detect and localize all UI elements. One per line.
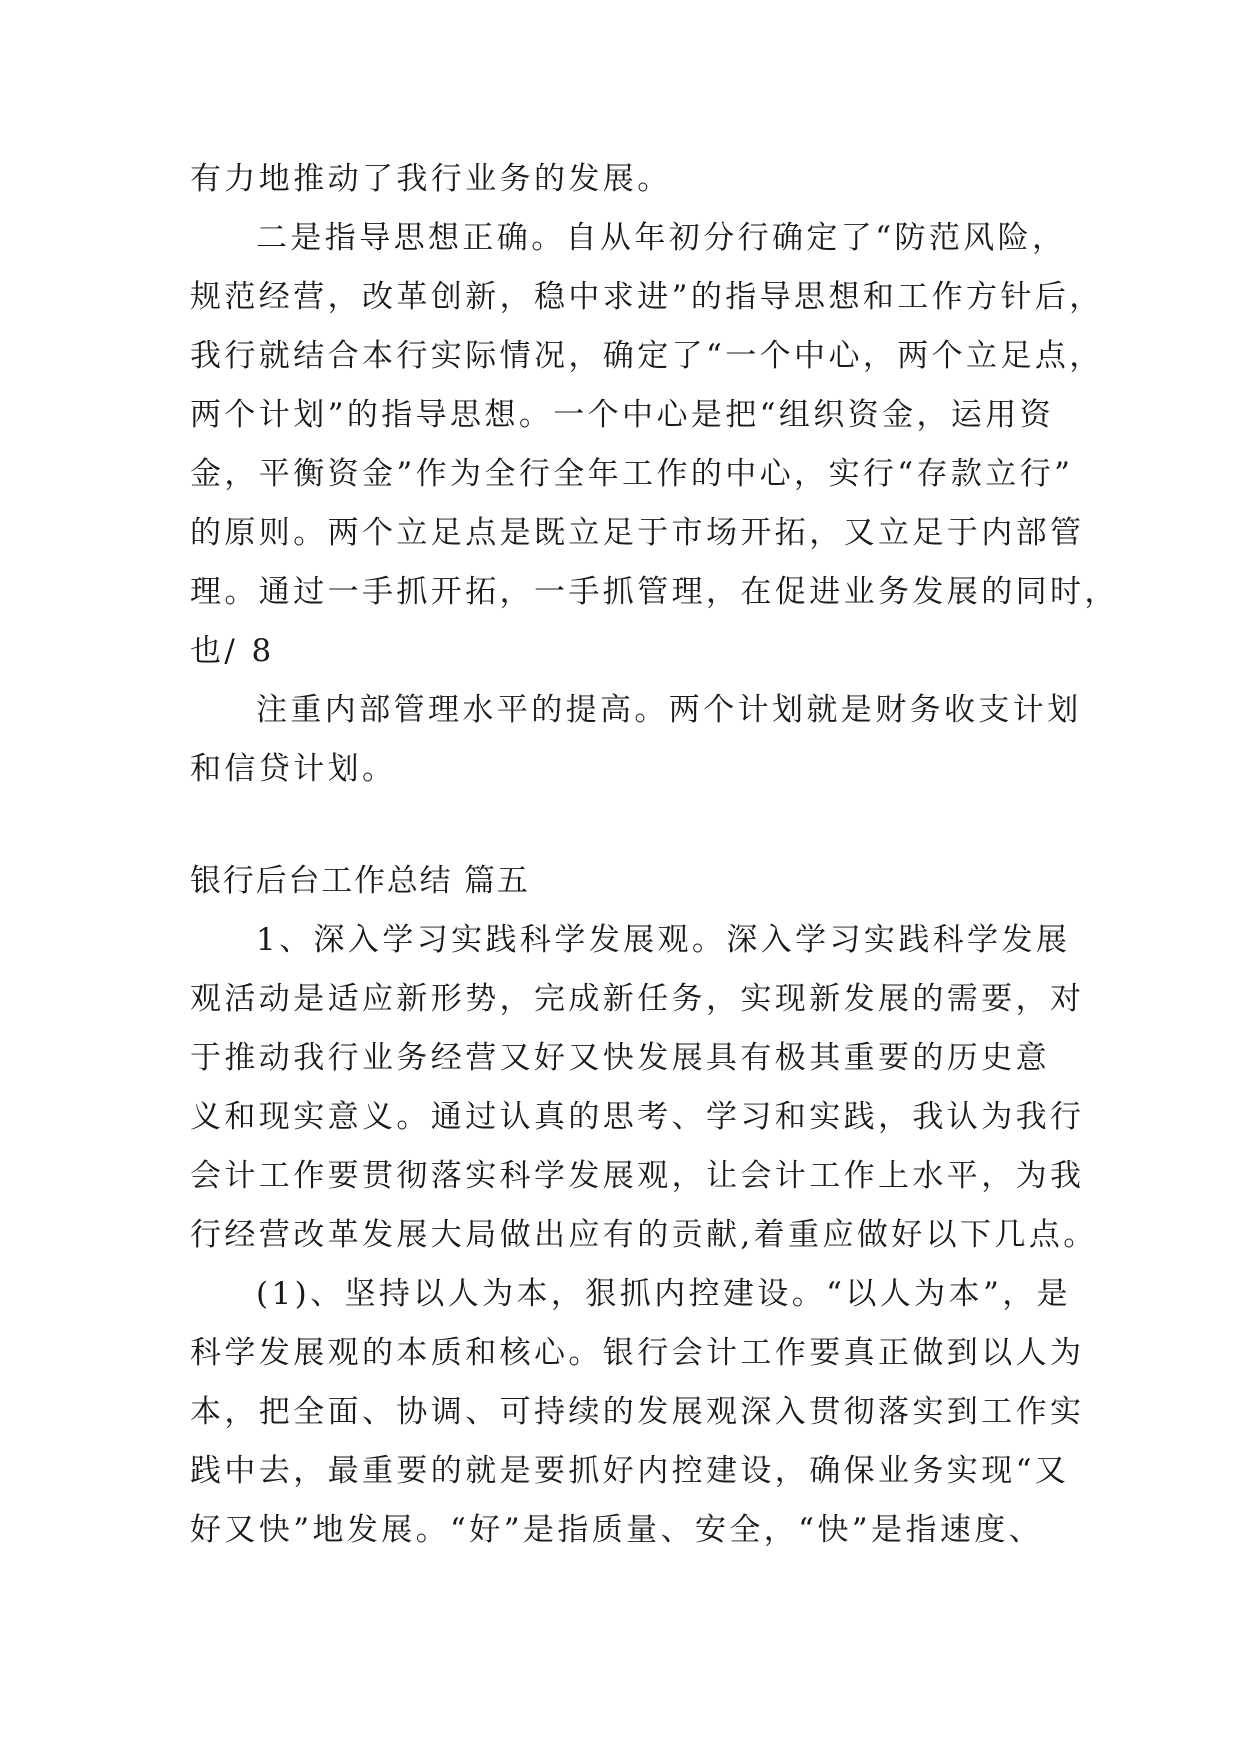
text-line: 我行就结合本行实际情况，确定了“一个中心，两个立足点，: [190, 338, 1104, 374]
text-line: 观活动是适应新形势，完成新任务，实现新发展的需要，对: [190, 981, 1085, 1017]
text-line: 有力地推动了我行业务的发展。: [190, 161, 672, 197]
text-line: 践中去，最重要的就是要抓好内控建设，确保业务实现“又: [190, 1453, 1070, 1489]
text-line: 于推动我行业务经营又好又快发展具有极其重要的历史意: [190, 1040, 1050, 1076]
document-page: [190, 150, 1119, 1560]
text-line: 规范经营，改革创新，稳中求进”的指导思想和工作方针后，: [190, 279, 1104, 315]
text-line: 好又快”地发展。“好”是指质量、安全，“快”是指速度、: [190, 1512, 1044, 1548]
text-line: 和信贷计划。: [190, 751, 397, 787]
paragraph-start-line: 注重内部管理水平的提高。两个计划就是财务收支计划: [256, 692, 1082, 728]
text-line: 金，平衡资金”作为全行全年工作的中心，实行“存款立行”: [190, 456, 1074, 492]
text-line: 的原则。两个立足点是既立足于市场开拓，又立足于内部管: [190, 515, 1085, 551]
text-line: 义和现实意义。通过认真的思考、学习和实践，我认为我行: [190, 1099, 1085, 1135]
section-spacer: [190, 799, 1070, 852]
text-line: 本，把全面、协调、可持续的发展观深入贯彻落实到工作实: [190, 1394, 1085, 1430]
text-line-page-marker: 也/ 8: [190, 633, 275, 669]
text-line: 科学发展观的本质和核心。银行会计工作要真正做到以人为: [190, 1335, 1085, 1371]
section-heading: 银行后台工作总结 篇五: [190, 863, 530, 899]
text-line: 理。通过一手抓开拓，一手抓管理，在促进业务发展的同时，: [190, 574, 1119, 610]
paragraph-start-line: 二是指导思想正确。自从年初分行确定了“防范风险，: [256, 220, 1067, 256]
paragraph-start-line: (1)、坚持以人为本，狠抓内控建设。“以人为本”，是: [256, 1276, 1072, 1312]
text-line: 两个计划”的指导思想。一个中心是把“组织资金，运用资: [190, 397, 1055, 433]
paragraph-start-line: 1、深入学习实践科学发展观。深入学习实践科学发展: [256, 922, 1071, 958]
text-line: 会计工作要贯彻落实科学发展观，让会计工作上水平，为我: [190, 1158, 1085, 1194]
text-line: 行经营改革发展大局做出应有的贡献,着重应做好以下几点。: [190, 1217, 1098, 1253]
